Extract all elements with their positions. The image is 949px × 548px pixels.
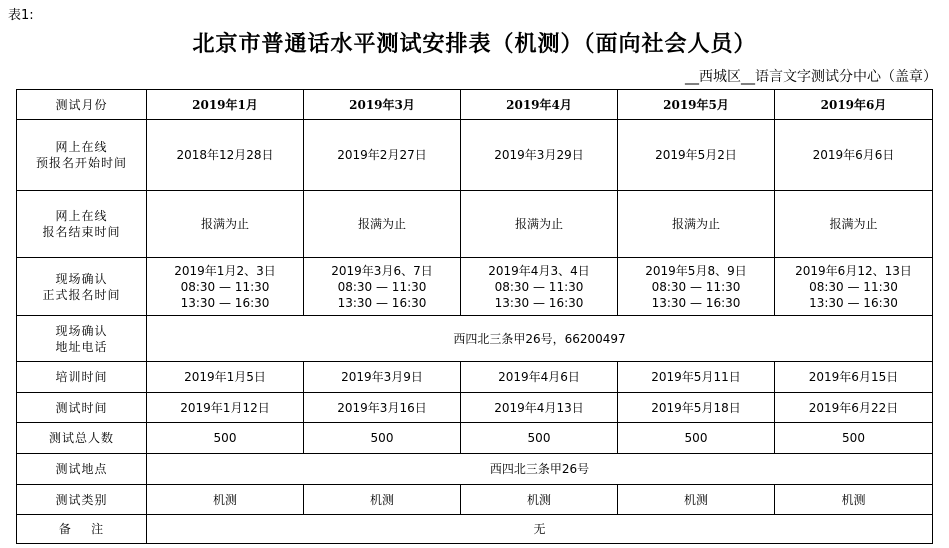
row-header-onsite: 现场确认 正式报名时间 — [17, 258, 147, 316]
row-address — [17, 316, 933, 362]
total-cell: 500 — [775, 423, 933, 454]
test-time-cell: 2019年1月12日 — [147, 393, 304, 423]
category-cell: 机测 — [147, 485, 304, 515]
training-cell: 2019年6月15日 — [775, 362, 933, 393]
pre-start-cell: 2019年5月2日 — [618, 120, 775, 191]
pre-start-cell: 2019年6月6日 — [775, 120, 933, 191]
test-time-cell: 2019年3月16日 — [304, 393, 461, 423]
row-header-location: 测试地点 — [17, 454, 147, 485]
month-cell: 2019年1月 — [147, 90, 304, 120]
total-cell: 500 — [147, 423, 304, 454]
row-onsite — [17, 258, 933, 316]
location-cell: 西四北三条甲26号 — [147, 454, 933, 485]
unit-district: 西城区 — [699, 69, 741, 85]
onsite-cell: 2019年5月8、9日 08:30 — 11:30 13:30 — 16:30 — [618, 258, 775, 316]
row-pre-start — [17, 120, 933, 191]
page-title: 北京市普通话水平测试安排表（机测）（面向社会人员） — [192, 31, 757, 57]
month-cell: 2019年3月 — [304, 90, 461, 120]
test-time-cell: 2019年4月13日 — [461, 393, 618, 423]
pre-start-cell: 2018年12月28日 — [147, 120, 304, 191]
test-time-cell: 2019年6月22日 — [775, 393, 933, 423]
row-test-time — [17, 393, 933, 423]
row-header-remarks: 备 注 — [17, 515, 147, 544]
unit-line: __西城区__语言文字测试分中心（盖章） — [685, 69, 937, 85]
row-header-category: 测试类别 — [17, 485, 147, 515]
row-header-reg-end: 网上在线 报名结束时间 — [17, 191, 147, 258]
row-location — [17, 454, 933, 485]
training-cell: 2019年4月6日 — [461, 362, 618, 393]
reg-end-cell: 报满为止 — [147, 191, 304, 258]
row-category — [17, 485, 933, 515]
training-cell: 2019年5月11日 — [618, 362, 775, 393]
category-cell: 机测 — [775, 485, 933, 515]
table-label: 表1: — [8, 8, 34, 23]
onsite-cell: 2019年4月3、4日 08:30 — 11:30 13:30 — 16:30 — [461, 258, 618, 316]
pre-start-cell: 2019年3月29日 — [461, 120, 618, 191]
row-header-address: 现场确认 地址电话 — [17, 316, 147, 362]
row-header-training: 培训时间 — [17, 362, 147, 393]
month-cell: 2019年5月 — [618, 90, 775, 120]
remarks-cell: 无 — [147, 515, 933, 544]
pre-start-cell: 2019年2月27日 — [304, 120, 461, 191]
reg-end-cell: 报满为止 — [304, 191, 461, 258]
row-month — [17, 90, 933, 120]
total-cell: 500 — [461, 423, 618, 454]
row-header-test-time: 测试时间 — [17, 393, 147, 423]
onsite-cell: 2019年1月2、3日 08:30 — 11:30 13:30 — 16:30 — [147, 258, 304, 316]
reg-end-cell: 报满为止 — [618, 191, 775, 258]
row-header-total: 测试总人数 — [17, 423, 147, 454]
test-time-cell: 2019年5月18日 — [618, 393, 775, 423]
reg-end-cell: 报满为止 — [461, 191, 618, 258]
onsite-cell: 2019年6月12、13日 08:30 — 11:30 13:30 — 16:30 — [775, 258, 933, 316]
row-total — [17, 423, 933, 454]
schedule-table — [16, 89, 933, 544]
address-cell: 西四北三条甲26号，66200497 — [147, 316, 933, 362]
training-cell: 2019年1月5日 — [147, 362, 304, 393]
reg-end-cell: 报满为止 — [775, 191, 933, 258]
row-header-month: 测试月份 — [17, 90, 147, 120]
row-training — [17, 362, 933, 393]
row-header-pre-start: 网上在线 预报名开始时间 — [17, 120, 147, 191]
total-cell: 500 — [304, 423, 461, 454]
onsite-cell: 2019年3月6、7日 08:30 — 11:30 13:30 — 16:30 — [304, 258, 461, 316]
row-remarks — [17, 515, 933, 544]
training-cell: 2019年3月9日 — [304, 362, 461, 393]
category-cell: 机测 — [461, 485, 618, 515]
month-cell: 2019年4月 — [461, 90, 618, 120]
category-cell: 机测 — [618, 485, 775, 515]
category-cell: 机测 — [304, 485, 461, 515]
month-cell: 2019年6月 — [775, 90, 933, 120]
unit-org: 语言文字测试分中心（盖章） — [755, 69, 937, 85]
total-cell: 500 — [618, 423, 775, 454]
row-reg-end — [17, 191, 933, 258]
